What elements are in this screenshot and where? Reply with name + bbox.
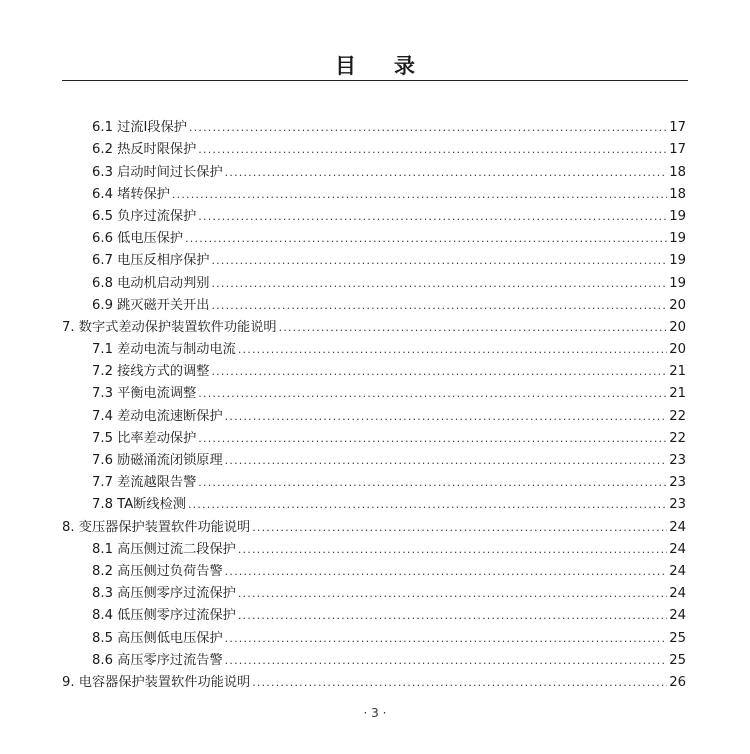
- toc-section-entry[interactable]: [62, 292, 686, 314]
- toc-entry-label: 6.6 低电压保护: [92, 231, 184, 247]
- toc-entry-label: 6.5 负序过流保护: [92, 208, 197, 224]
- toc-entry-label: 6.2 热反时限保护: [92, 142, 197, 158]
- page-number: · 3 ·: [363, 706, 387, 720]
- toc-section-entry[interactable]: [62, 247, 686, 269]
- toc-entry-label: 7.6 励磁涌流闭锁原理: [92, 453, 223, 468]
- toc-entry-label: 6.4 堵转保护: [92, 186, 170, 202]
- toc-entry-page: 22: [669, 408, 686, 424]
- toc-dot-leader: [188, 497, 667, 513]
- toc-entry-page: 24: [669, 541, 686, 557]
- toc-section-entry[interactable]: [62, 558, 686, 580]
- page-title: 目录: [335, 54, 453, 78]
- toc-chapter-entry[interactable]: [62, 669, 686, 691]
- toc-entry-label: 7.2 接线方式的调整: [92, 364, 210, 380]
- toc-section-entry[interactable]: [62, 114, 686, 136]
- toc-entry-page: 26: [669, 674, 686, 690]
- toc-dot-leader: [225, 653, 668, 669]
- toc-entry-label: 8.6 高压零序过流告警: [92, 652, 223, 668]
- toc-dot-leader: [211, 364, 667, 380]
- toc-dot-leader: [198, 209, 667, 225]
- toc-dot-leader: [238, 342, 667, 358]
- toc-chapter-entry[interactable]: [62, 314, 686, 336]
- toc-dot-leader: [211, 253, 667, 269]
- toc-dot-leader: [172, 187, 667, 203]
- toc-entry-page: 23: [669, 497, 686, 513]
- toc-entry-page: 23: [669, 453, 686, 468]
- toc-section-entry[interactable]: [62, 624, 686, 646]
- toc-dot-leader: [211, 276, 667, 292]
- toc-entry-page: 24: [669, 608, 686, 624]
- toc-dot-leader: [279, 320, 668, 336]
- toc-entry-label: 8.4 低压侧零序过流保护: [92, 608, 236, 624]
- toc-section-entry[interactable]: [62, 647, 686, 669]
- toc-entry-label: 8.3 高压侧零序过流保护: [92, 586, 236, 602]
- toc-dot-leader: [225, 453, 668, 469]
- toc-entry-page: 21: [669, 364, 686, 380]
- toc-entry-page: 19: [669, 253, 686, 269]
- toc-dot-leader: [225, 564, 668, 580]
- toc-section-entry[interactable]: [62, 225, 686, 247]
- toc-dot-leader: [198, 386, 667, 402]
- toc-entry-page: 20: [669, 297, 686, 313]
- toc-dot-leader: [198, 475, 667, 491]
- toc-entry-page: 19: [669, 231, 686, 247]
- title-divider: [62, 80, 688, 81]
- toc-dot-leader: [225, 165, 668, 181]
- toc-section-entry[interactable]: [62, 136, 686, 158]
- toc-entry-page: 24: [669, 519, 686, 535]
- toc-dot-leader: [252, 675, 667, 691]
- toc-entry-page: 17: [669, 120, 686, 136]
- toc-dot-leader: [238, 608, 667, 624]
- toc-entry-page: 24: [669, 563, 686, 579]
- toc-entry-page: 21: [669, 386, 686, 402]
- toc-dot-leader: [238, 542, 667, 558]
- toc-section-entry[interactable]: [62, 358, 686, 380]
- toc-chapter-entry[interactable]: [62, 513, 686, 535]
- toc-section-entry[interactable]: [62, 380, 686, 402]
- toc-section-entry[interactable]: [62, 447, 686, 469]
- toc-section-entry[interactable]: [62, 203, 686, 225]
- toc-entry-label: 7.4 差动电流速断保护: [92, 408, 223, 424]
- toc-entry-page: 24: [669, 586, 686, 602]
- table-of-contents: [62, 114, 686, 691]
- toc-entry-label: 8.5 高压侧低电压保护: [92, 630, 223, 646]
- toc-entry-page: 19: [669, 275, 686, 291]
- toc-entry-label: 7.8 TA断线检测: [92, 497, 186, 513]
- toc-entry-label: 8.1 高压侧过流二段保护: [92, 541, 236, 557]
- toc-entry-label: 6.3 启动时间过长保护: [92, 164, 223, 180]
- toc-section-entry[interactable]: [62, 336, 686, 358]
- toc-dot-leader: [189, 120, 667, 136]
- toc-section-entry[interactable]: [62, 491, 686, 513]
- toc-section-entry[interactable]: [62, 158, 686, 180]
- toc-entry-page: 20: [669, 319, 686, 335]
- toc-section-entry[interactable]: [62, 269, 686, 291]
- toc-dot-leader: [198, 431, 667, 447]
- toc-entry-page: 18: [669, 186, 686, 202]
- toc-entry-page: 18: [669, 164, 686, 180]
- toc-entry-label: 7.3 平衡电流调整: [92, 386, 197, 402]
- toc-section-entry[interactable]: [62, 402, 686, 424]
- toc-entry-label: 6.8 电动机启动判别: [92, 275, 210, 291]
- toc-section-entry[interactable]: [62, 469, 686, 491]
- toc-entry-label: 6.9 跳灭磁开关开出: [92, 297, 210, 313]
- toc-entry-page: 25: [669, 630, 686, 646]
- toc-entry-page: 22: [669, 430, 686, 446]
- toc-dot-leader: [225, 409, 668, 425]
- toc-dot-leader: [225, 631, 668, 647]
- toc-entry-page: 23: [669, 475, 686, 491]
- toc-entry-page: 19: [669, 208, 686, 224]
- toc-dot-leader: [198, 142, 667, 158]
- toc-entry-label: 6.7 电压反相序保护: [92, 253, 210, 269]
- toc-section-entry[interactable]: [62, 181, 686, 203]
- toc-entry-page: 25: [669, 652, 686, 668]
- toc-entry-label: 7.7 差流越限告警: [92, 475, 197, 491]
- toc-entry-label: 7. 数字式差动保护装置软件功能说明: [62, 319, 277, 335]
- toc-dot-leader: [238, 586, 667, 602]
- toc-section-entry[interactable]: [62, 536, 686, 558]
- toc-entry-page: 20: [669, 342, 686, 358]
- toc-dot-leader: [211, 298, 667, 314]
- toc-entry-label: 8. 变压器保护装置软件功能说明: [62, 519, 251, 535]
- toc-section-entry[interactable]: [62, 602, 686, 624]
- toc-entry-label: 9. 电容器保护装置软件功能说明: [62, 674, 251, 690]
- toc-entry-label: 7.5 比率差动保护: [92, 430, 197, 446]
- toc-dot-leader: [185, 231, 667, 247]
- toc-entry-label: 8.2 高压侧过负荷告警: [92, 563, 223, 579]
- toc-dot-leader: [252, 520, 667, 536]
- toc-entry-label: 6.1 过流I段保护: [92, 120, 187, 136]
- toc-section-entry[interactable]: [62, 580, 686, 602]
- toc-entry-page: 17: [669, 142, 686, 158]
- toc-section-entry[interactable]: [62, 425, 686, 447]
- toc-entry-label: 7.1 差动电流与制动电流: [92, 342, 236, 358]
